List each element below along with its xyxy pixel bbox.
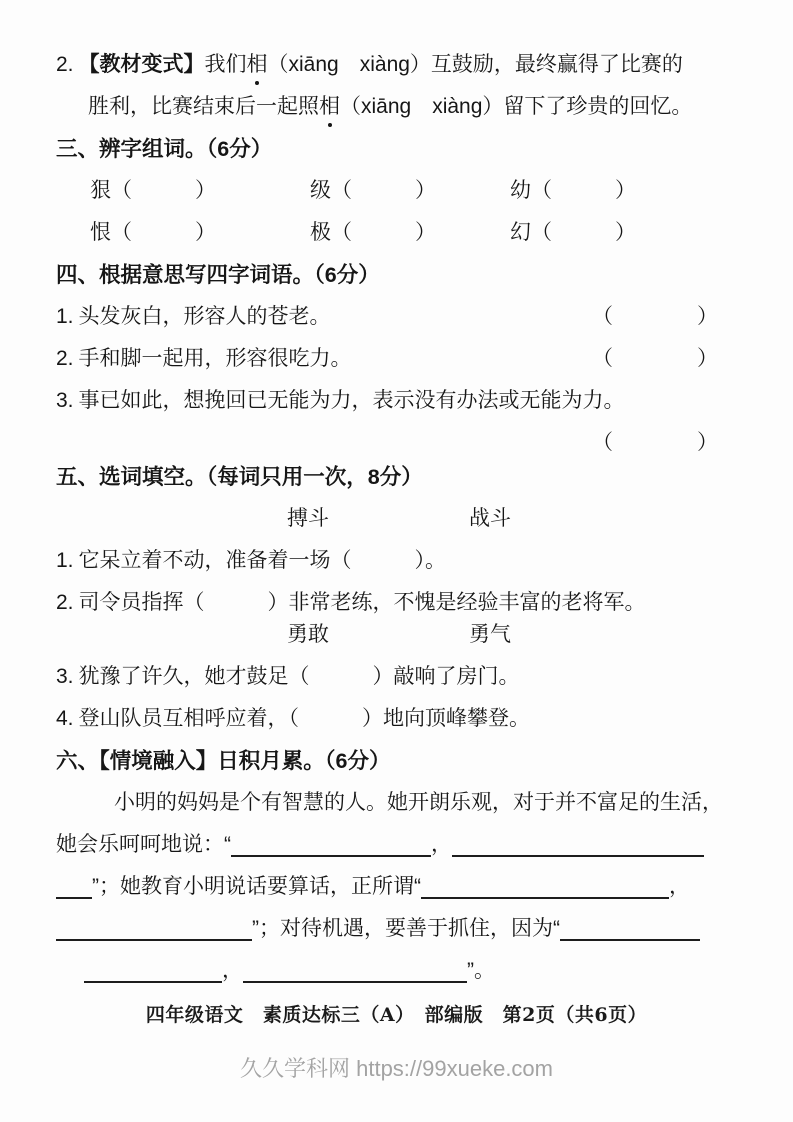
blank-underline bbox=[421, 871, 669, 899]
item-body: 非常老练，不愧是经验丰富的老将军。 bbox=[288, 591, 646, 614]
section-5-item-1 bbox=[56, 540, 742, 582]
char-blank-cell bbox=[310, 212, 510, 254]
section-5-item-4 bbox=[56, 698, 742, 740]
paragraph-text: ”。 bbox=[467, 959, 495, 982]
character: 幼 bbox=[510, 179, 531, 202]
blank-underline bbox=[560, 913, 700, 941]
item-body: 犹豫了许久，她才鼓足 bbox=[78, 665, 289, 688]
char-blank-cell bbox=[510, 212, 636, 254]
section-6-line-3 bbox=[56, 866, 742, 908]
section-4-item-1 bbox=[56, 296, 742, 338]
character: 狠 bbox=[90, 179, 111, 202]
paren-blank: （ ） bbox=[111, 221, 216, 244]
question-text: （xiāng xiàng）互鼓励，最终赢得了比赛的 bbox=[267, 53, 683, 76]
page-footer: 四年级语文 素质达标三（A） 部编版 第2页（共6页） bbox=[145, 1004, 648, 1026]
paren-blank: （ ） bbox=[331, 221, 436, 244]
blank-underline bbox=[452, 829, 704, 857]
choice-word: 勇敢 bbox=[287, 623, 329, 646]
item-body: 司令员指挥 bbox=[78, 591, 184, 614]
character: 幻 bbox=[510, 221, 531, 244]
section-4-item-2 bbox=[56, 338, 742, 380]
item-number: 2. bbox=[56, 347, 74, 370]
char-blank-cell bbox=[90, 212, 310, 254]
section-6-line-2 bbox=[56, 824, 742, 866]
question-tag: 【教材变式】 bbox=[78, 53, 205, 76]
paragraph-text: ”；对待机遇，要善于抓住，因为“ bbox=[252, 917, 560, 940]
blank-underline bbox=[231, 829, 431, 857]
paragraph-text: ， bbox=[222, 959, 243, 982]
section-3-title: 三、辨字组词。（6分） bbox=[56, 137, 273, 161]
item-body: 手和脚一起用，形容很吃力。 bbox=[78, 347, 352, 370]
char-blank-cell bbox=[90, 170, 310, 212]
paren-blank: （ ） bbox=[592, 305, 718, 328]
section-5-title: 五、选词填空。（每词只用一次，8分） bbox=[56, 465, 423, 489]
section-6-line-4 bbox=[56, 908, 742, 950]
section-3-row-2 bbox=[56, 212, 742, 254]
question-2-line-1 bbox=[56, 44, 742, 86]
character: 级 bbox=[310, 179, 331, 202]
paragraph-text: ， bbox=[431, 833, 452, 856]
section-5-item-2 bbox=[56, 582, 742, 624]
question-text: （xiāng xiàng）留下了珍贵的回忆。 bbox=[340, 95, 693, 118]
item-body: 登山队员互相呼应着， bbox=[78, 707, 289, 730]
section-6-line-1: 小明的妈妈是个有智慧的人。她开朗乐观，对于并不富足的生活， bbox=[114, 791, 723, 814]
char-blank-cell bbox=[310, 170, 510, 212]
paragraph-text: 她会乐呵呵地说：“ bbox=[56, 833, 231, 856]
item-number: 3. bbox=[56, 665, 74, 688]
item-body: 事已如此，想挽回已无能为力，表示没有办法或无能为力。 bbox=[78, 389, 625, 412]
section-4-title: 四、根据意思写四字词语。（6分） bbox=[56, 263, 380, 287]
paren-blank: （ ） bbox=[288, 665, 394, 688]
section-3-row-1 bbox=[56, 170, 742, 212]
item-number: 3. bbox=[56, 389, 74, 412]
paren-blank: （ ） bbox=[531, 179, 636, 202]
item-text bbox=[56, 338, 352, 380]
question-number: 2. bbox=[56, 53, 74, 76]
question-text: 我们 bbox=[204, 53, 247, 76]
char-blank-cell bbox=[510, 170, 636, 212]
character: 极 bbox=[310, 221, 331, 244]
section-5-item-3 bbox=[56, 656, 742, 698]
item-number: 1. bbox=[56, 305, 74, 328]
item-body: 敲响了房门。 bbox=[393, 665, 520, 688]
item-number: 4. bbox=[56, 707, 74, 730]
emphasized-char: 相 bbox=[247, 44, 268, 86]
watermark: 久久学科网 https://99xueke.com bbox=[240, 1056, 553, 1081]
choice-word: 勇气 bbox=[469, 623, 511, 646]
paren-blank: （ ） bbox=[592, 347, 718, 370]
character: 恨 bbox=[90, 221, 111, 244]
paragraph-text: ， bbox=[669, 875, 690, 898]
item-body: 头发灰白，形容人的苍老。 bbox=[78, 305, 331, 328]
word-choice-pair-1 bbox=[56, 498, 742, 540]
item-body: 地向顶峰攀登。 bbox=[383, 707, 531, 730]
item-body: 它呆立着不动，准备着一场 bbox=[78, 549, 331, 572]
choice-word: 战斗 bbox=[469, 507, 511, 530]
paren-blank: （ ） bbox=[111, 179, 216, 202]
paren-blank: （ ） bbox=[183, 591, 289, 614]
blank-underline bbox=[243, 955, 467, 983]
question-text: 胜利，比赛结束后一起照 bbox=[88, 95, 319, 118]
paren-blank: （ ） bbox=[288, 707, 384, 730]
question-2-line-2 bbox=[56, 86, 742, 128]
paper-content bbox=[56, 44, 742, 992]
item-number: 1. bbox=[56, 549, 74, 572]
blank-underline bbox=[84, 955, 222, 983]
paren-blank: （ ） bbox=[592, 431, 718, 454]
blank-underline bbox=[56, 871, 92, 899]
emphasized-char: 相 bbox=[319, 86, 340, 128]
blank-underline bbox=[56, 913, 252, 941]
item-text bbox=[56, 296, 331, 338]
paren-blank: （ ） bbox=[330, 549, 426, 572]
item-body: 。 bbox=[425, 549, 447, 572]
paren-blank: （ ） bbox=[531, 221, 636, 244]
paragraph-text: ”；她教育小明说话要算话，正所谓“ bbox=[92, 875, 421, 898]
choice-word: 搏斗 bbox=[287, 507, 329, 530]
item-number: 2. bbox=[56, 591, 74, 614]
section-6-line-5 bbox=[56, 950, 742, 992]
section-4-item-3 bbox=[56, 380, 742, 422]
section-6-title: 六、【情境融入】日积月累。（6分） bbox=[56, 749, 391, 773]
paren-blank: （ ） bbox=[331, 179, 436, 202]
